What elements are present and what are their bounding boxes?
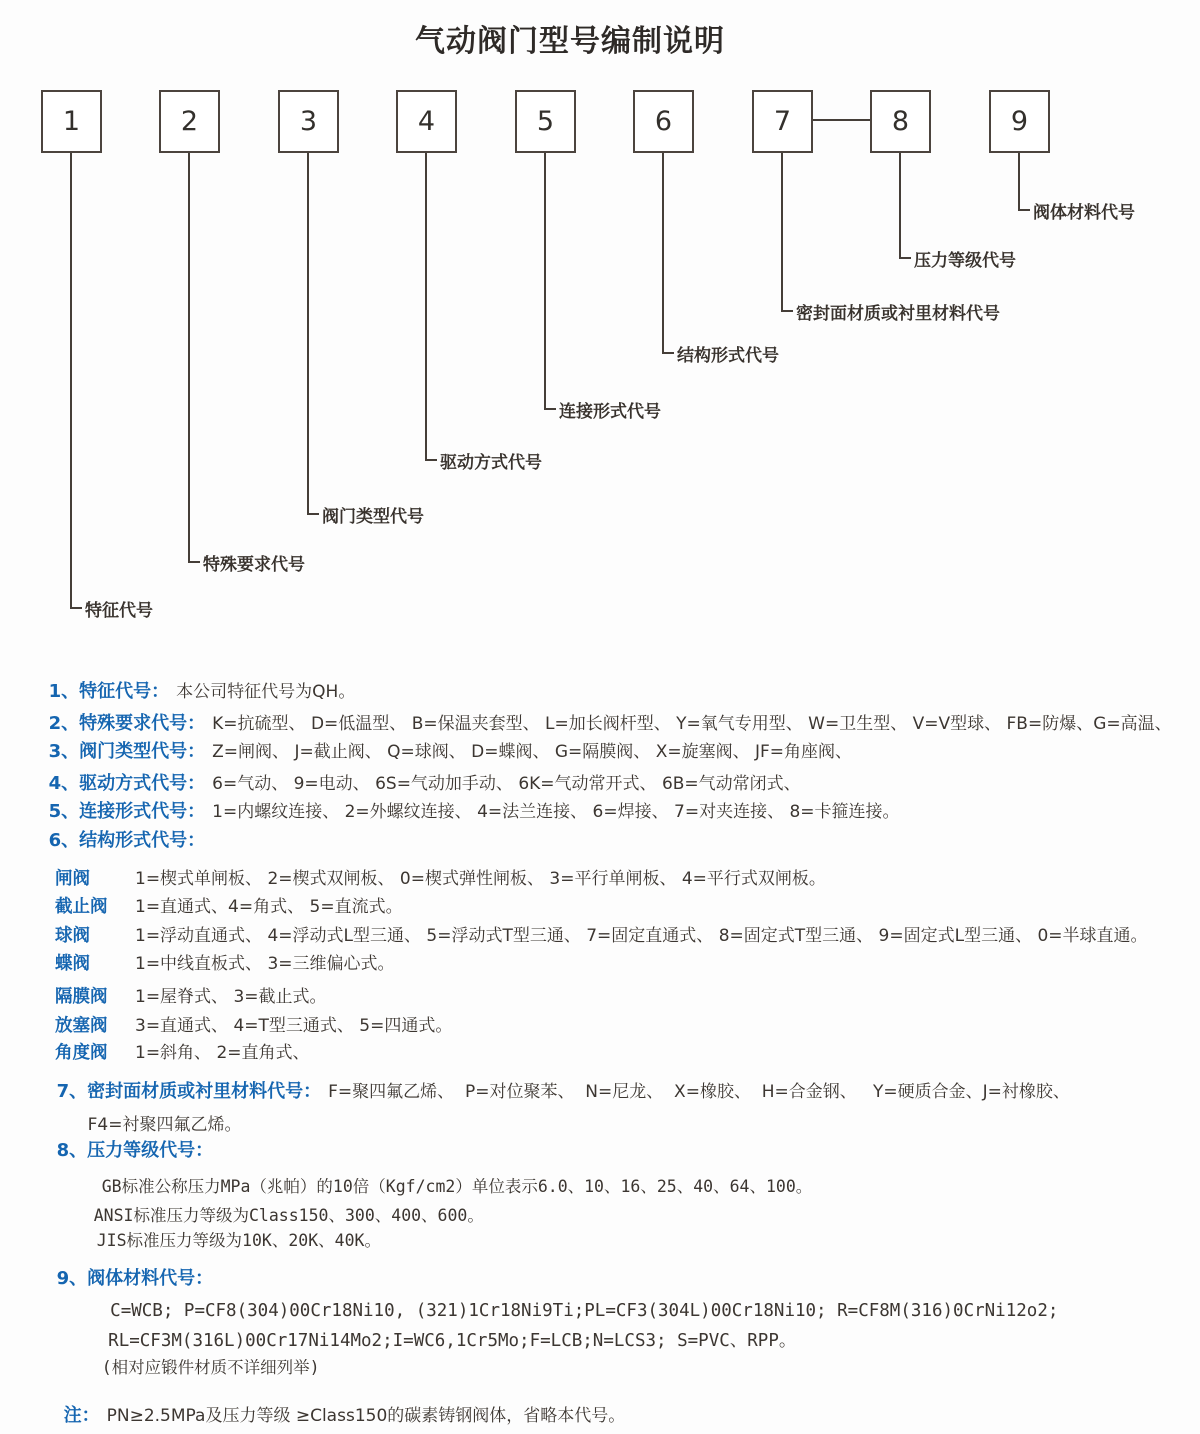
section-7-body: F=聚四氟乙烯、 P=对位聚苯、 N=尼龙、 X=橡胶、 H=合金钢、 Y=硬质合金、J=衬橡胶、 xyxy=(328,1082,1070,1102)
structure-row-globe xyxy=(0,871,1200,917)
section-2-line xyxy=(27,688,1172,734)
diagram-box-8 xyxy=(870,90,931,153)
box7-box8-connector-line xyxy=(813,119,870,121)
diagram-label-text: 阀体材料代号 xyxy=(1033,202,1135,223)
diagram-label-text: 阀门类型代号 xyxy=(322,506,424,527)
box-number: 1 xyxy=(62,106,81,137)
section-3-header: 阀门类型代号： xyxy=(79,741,206,762)
section-7-line xyxy=(35,1056,1070,1102)
section-1-header: 特征代号： xyxy=(79,681,170,702)
section-9-materials-line1 xyxy=(68,1275,1059,1321)
drop-line-8 xyxy=(899,153,901,258)
section-4-header: 驱动方式代号： xyxy=(79,773,206,794)
section-8-gb-line xyxy=(62,1151,813,1196)
diagram-label-1 xyxy=(70,596,153,620)
diagram-box-1 xyxy=(41,90,102,153)
section-9-number: 9、 xyxy=(56,1268,88,1289)
valve-type-name: 角度阀 xyxy=(55,1043,108,1063)
diagram-label-text: 压力等级代号 xyxy=(914,250,1016,271)
page-title: 气动阀门型号编制说明 xyxy=(415,24,725,59)
elbow-tick xyxy=(781,310,793,312)
elbow-tick xyxy=(188,561,200,563)
drop-line-4 xyxy=(425,153,427,460)
diagram-label-5 xyxy=(544,397,661,421)
section-1-body: 本公司特征代号为QH。 xyxy=(176,682,356,702)
diagram-label-4 xyxy=(425,448,542,472)
elbow-tick xyxy=(70,607,82,609)
section-8-header: 压力等级代号： xyxy=(87,1140,214,1161)
drop-line-2 xyxy=(188,153,190,562)
diagram-box-5 xyxy=(515,90,576,153)
elbow-tick xyxy=(1018,209,1030,211)
section-7-body2: F4=衬聚四氟乙烯。 xyxy=(87,1115,242,1135)
diagram-label-text: 连接形式代号 xyxy=(559,401,661,422)
section-2-body: K=抗硫型、 D=低温型、 B=保温夹套型、 L=加长阀杆型、 Y=氧气专用型、 W=卫生型、 V=V型球、 FB=防爆、G=高温、 xyxy=(212,714,1172,734)
elbow-tick xyxy=(662,352,674,354)
section-9-materials-line2 xyxy=(66,1305,797,1351)
section-3-body: Z=闸阀、 J=截止阀、 Q=球阀、 D=蝶阀、 G=隔膜阀、 X=旋塞阀、 JF=角座阀、 xyxy=(212,742,853,762)
bottom-note-line xyxy=(42,1380,626,1426)
diagram-box-7 xyxy=(752,90,813,153)
section-5-number: 5、 xyxy=(48,801,80,822)
note-body: PN≥2.5MPa及压力等级 ≥Class150的碳素铸钢阀体，省略本代号。 xyxy=(106,1406,626,1426)
box-number: 8 xyxy=(891,106,910,137)
diagram-box-4 xyxy=(396,90,457,153)
section-4-number: 4、 xyxy=(48,773,80,794)
diagram-box-3 xyxy=(278,90,339,153)
forging-note-text: (相对应锻件材质不详细列举) xyxy=(101,1358,320,1377)
structure-row-angle xyxy=(0,1017,1200,1063)
diagram-label-text: 结构形式代号 xyxy=(677,345,779,366)
diagram-box-6 xyxy=(633,90,694,153)
valve-type-name: 隔膜阀 xyxy=(55,987,108,1007)
section-8-ansi-line xyxy=(54,1180,484,1225)
section-1-number: 1、 xyxy=(48,681,80,702)
section-6-line xyxy=(27,805,206,851)
valve-type-name: 放塞阀 xyxy=(55,1016,108,1036)
valve-type-codes: 1=楔式单闸板、 2=楔式双闸板、 0=楔式弹性闸板、 3=平行单闸板、 4=平行式双闸板。 xyxy=(135,869,826,889)
valve-type-codes: 1=斜角、 2=直角式、 xyxy=(135,1043,310,1063)
ansi-pressure-text: ANSI标准压力等级为Class150、300、400、600。 xyxy=(93,1206,484,1225)
box-number: 7 xyxy=(773,106,792,137)
section-4-line xyxy=(27,748,801,794)
section-5-header: 连接形式代号： xyxy=(79,801,206,822)
diagram-box-2 xyxy=(159,90,220,153)
valve-type-name: 球阀 xyxy=(55,926,90,946)
diagram-label-8 xyxy=(899,246,1016,270)
section-3-line xyxy=(27,716,853,762)
section-7-number: 7、 xyxy=(56,1081,88,1102)
elbow-tick xyxy=(307,513,319,515)
body-material-codes-2: RL=CF3M(316L)00Cr17Ni14Mo2;I=WC6,1Cr5Mo;F=LCB;N=LCS3; S=PVC、RPP。 xyxy=(108,1331,797,1351)
box-number: 4 xyxy=(417,106,436,137)
valve-type-codes: 3=直通式、 4=T型三通式、 5=四通式。 xyxy=(135,1016,453,1036)
diagram-label-9 xyxy=(1018,198,1135,222)
diagram-label-2 xyxy=(188,550,305,574)
section-9-header-line xyxy=(35,1243,214,1289)
valve-type-name: 蝶阀 xyxy=(55,954,90,974)
valve-type-codes: 1=屋脊式、 3=截止式。 xyxy=(135,987,327,1007)
diagram-label-6 xyxy=(662,341,779,365)
diagram-label-text: 驱动方式代号 xyxy=(440,452,542,473)
box-number: 6 xyxy=(654,106,673,137)
elbow-tick xyxy=(425,459,437,461)
section-8-number: 8、 xyxy=(56,1140,88,1161)
valve-type-codes: 1=浮动直通式、 4=浮动式L型三通、 5=浮动式T型三通、 7=固定直通式、 8=固定式T型三通、 9=固定式L型三通、 0=半球直通。 xyxy=(135,926,1148,946)
box-number: 2 xyxy=(180,106,199,137)
gb-pressure-text: GB标准公称压力MPa（兆帕）的10倍（Kgf/cm2）单位表示6.0、10、16、25、40、64、100。 xyxy=(101,1177,813,1196)
structure-row-butterfly xyxy=(0,928,1200,974)
elbow-tick xyxy=(899,257,911,259)
section-2-header: 特殊要求代号： xyxy=(79,713,206,734)
structure-row-diaphragm xyxy=(0,961,1200,1007)
section-1-line xyxy=(27,656,356,702)
structure-row-ball xyxy=(0,900,1200,946)
drop-line-6 xyxy=(662,153,664,353)
valve-type-name: 闸阀 xyxy=(55,869,90,889)
section-7-header: 密封面材质或衬里材料代号： xyxy=(87,1081,322,1102)
drop-line-7 xyxy=(781,153,783,311)
section-3-number: 3、 xyxy=(48,741,80,762)
section-8-jis-line xyxy=(57,1205,381,1250)
drop-line-1 xyxy=(70,153,72,608)
section-7-body-line2 xyxy=(66,1089,242,1135)
box-number: 9 xyxy=(1010,106,1029,137)
drop-line-5 xyxy=(544,153,546,409)
drop-line-3 xyxy=(307,153,309,514)
section-9-materials-line3 xyxy=(62,1332,320,1377)
section-6-number: 6、 xyxy=(48,830,80,851)
diagram-label-text: 密封面材质或衬里材料代号 xyxy=(796,303,1000,324)
diagram-box-9 xyxy=(989,90,1050,153)
diagram-label-text: 特殊要求代号 xyxy=(203,554,305,575)
section-8-header-line xyxy=(35,1115,214,1161)
elbow-tick xyxy=(544,408,556,410)
structure-row-gate xyxy=(0,843,1200,889)
diagram-label-7 xyxy=(781,299,1000,323)
section-9-header: 阀体材料代号： xyxy=(87,1268,214,1289)
jis-pressure-text: JIS标准压力等级为10K、20K、40K。 xyxy=(96,1231,381,1250)
section-5-line xyxy=(27,776,900,822)
structure-row-plug xyxy=(0,990,1200,1036)
body-material-codes-1: C=WCB; P=CF8(304)00Cr18Ni10, (321)1Cr18Ni9Ti;PL=CF3(304L)00Cr18Ni10; R=CF8M(316)0CrNi12o2; xyxy=(110,1301,1059,1321)
section-6-header: 结构形式代号： xyxy=(79,830,206,851)
section-5-body: 1=内螺纹连接、 2=外螺纹连接、 4=法兰连接、 6=焊接、 7=对夹连接、 8=卡箍连接。 xyxy=(212,802,900,822)
note-label: 注： xyxy=(63,1405,100,1426)
diagram-label-text: 特征代号 xyxy=(85,600,153,621)
section-4-body: 6=气动、 9=电动、 6S=气动加手动、 6K=气动常开式、 6B=气动常闭式、 xyxy=(212,774,801,794)
section-2-number: 2、 xyxy=(48,713,80,734)
valve-type-codes: 1=中线直板式、 3=三维偏心式。 xyxy=(135,954,395,974)
valve-type-name: 截止阀 xyxy=(55,897,108,917)
diagram-label-3 xyxy=(307,502,424,526)
box-number: 5 xyxy=(536,106,555,137)
valve-type-codes: 1=直通式、4=角式、 5=直流式。 xyxy=(135,897,403,917)
box-number: 3 xyxy=(299,106,318,137)
